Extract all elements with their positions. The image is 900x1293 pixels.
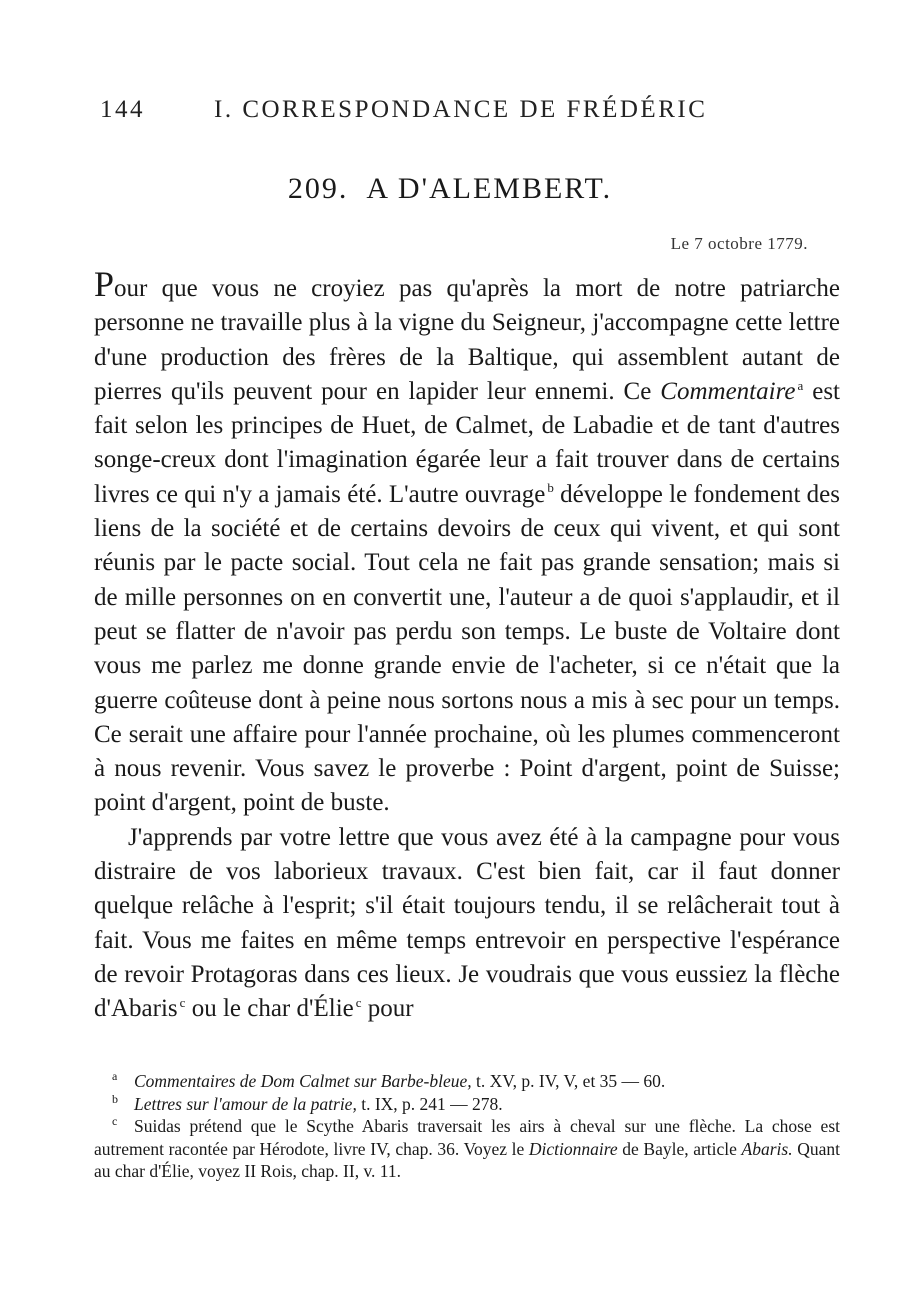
paragraph-2-text-c: pour (361, 995, 414, 1023)
footnote-c-text-3: Quant au char d'Élie, voyez II Rois, chap. II, v. 11. (94, 1138, 840, 1181)
footnote-ref-c-1[interactable]: c (179, 994, 186, 1010)
paragraph-1-text-a: our que vous ne croyiez pas qu'après la mort de notre patriarche personne ne travaille plus à la vigne du Seigneur, j'accompagne cette lettre d'une production des frères de la Baltique, qui assemblent autant de pierres qu'ils peuvent pour en lapider leur ennemi. Ce (94, 275, 840, 405)
footnote-c-italic-1: Dictionnaire (528, 1138, 618, 1159)
footnote-b-italic: Lettres sur l'amour de la patrie, (134, 1093, 357, 1114)
footnote-c-italic-2: Abaris. (741, 1138, 793, 1159)
footnote-a: a Commentaires de Dom Calmet sur Barbe-bleue, t. XV, p. IV, V, et 35 — 60. (112, 1069, 666, 1091)
paragraph-2-text-b: ou le char d'Élie (185, 995, 354, 1023)
drop-cap: P (94, 264, 115, 304)
footnote-c-text-2: de Bayle, article (617, 1138, 742, 1159)
footnotes (94, 1070, 840, 1183)
paragraph-2 (94, 821, 840, 1027)
footnote-ref-a[interactable]: a (797, 377, 804, 393)
letter-title: A D'ALEMBERT. (366, 172, 613, 205)
commentaire-italic: Commentaire (660, 377, 796, 405)
running-title: I. CORRESPONDANCE DE FRÉDÉRIC (214, 96, 708, 123)
footnote-b: b Lettres sur l'amour de la patrie, t. IX, p. 241 — 278. (112, 1091, 503, 1114)
footnote-c-text-1: Suidas prétend que le Scythe Abaris traversait les airs à cheval sur une flèche. La chose est autrement racontée par Hérodote, livre IV, chap. 36. Voyez le (94, 1116, 840, 1159)
paragraph-1-text-b: est fait selon les principes de Huet, de Calmet, de Labadie et de tant d'autres songe-creux dont l'imagination égarée leur a fait trouver dans de certains livres ce qui n'y a jamais été. L'autre ouvrage (94, 377, 840, 508)
letter-heading (0, 172, 900, 206)
paragraph-2-text-a: J'apprends par votre lettre que vous avez été à la campagne pour vous distraire de vos laborieux travaux. C'est bien fait, car il faut donner quelque relâche à l'esprit; s'il était toujours tendu, il se relâcherait tout à fait. Vous me faites en même temps entrevoir en perspective l'espérance de revoir Protagoras dans ces lieux. Je voudrais que vous eussiez la flèche d'Abaris (94, 823, 840, 1023)
footnote-c: c Suidas prétend que le Scythe Abaris traversait les airs à cheval sur une flèche. La chose est autrement racontée par Hérodote, livre IV, chap. 36. Voyez le Dictionnaire de Bayle, article Abaris. Quant au char d'Élie, voyez II Rois, chap. II, v. 11. (94, 1114, 840, 1181)
paragraph-1 (94, 264, 841, 821)
running-header (100, 96, 840, 132)
footnote-a-text: t. XV, p. IV, V, et 35 — 60. (471, 1071, 666, 1091)
footnote-a-italic: Commentaires de Dom Calmet sur Barbe-bleue, (134, 1071, 472, 1091)
footnote-ref-c-2[interactable]: c (355, 994, 362, 1010)
paragraph-1-text-c: développe le fondement des liens de la société et de certains devoirs de ceux qui vivent, et qui sont réunis par le pacte social. Tout cela ne fait pas grande sensation; mais si de mille personnes on en convertit une, l'auteur a de quoi s'applaudir, et il peut se flatter de n'avoir pas perdu son temps. Le buste de Voltaire dont vous me parlez me donne grande envie de l'acheter, si ce n'était que la guerre coûteuse dont à peine nous sortons nous a mis à sec pour un temps. Ce serait une affaire pour l'année prochaine, où les plumes commenceront à nous revenir. Vous savez le proverbe : Point d'argent, point de Suisse; point d'argent, point de buste. (94, 480, 841, 817)
letter-number: 209. (287, 172, 349, 205)
footnote-ref-b[interactable]: b (547, 480, 554, 496)
page-number: 144 (100, 96, 145, 123)
letter-date: Le 7 octobre 1779. (670, 234, 808, 253)
footnote-b-text: t. IX, p. 241 — 278. (356, 1093, 503, 1114)
letter-body (94, 264, 841, 1027)
